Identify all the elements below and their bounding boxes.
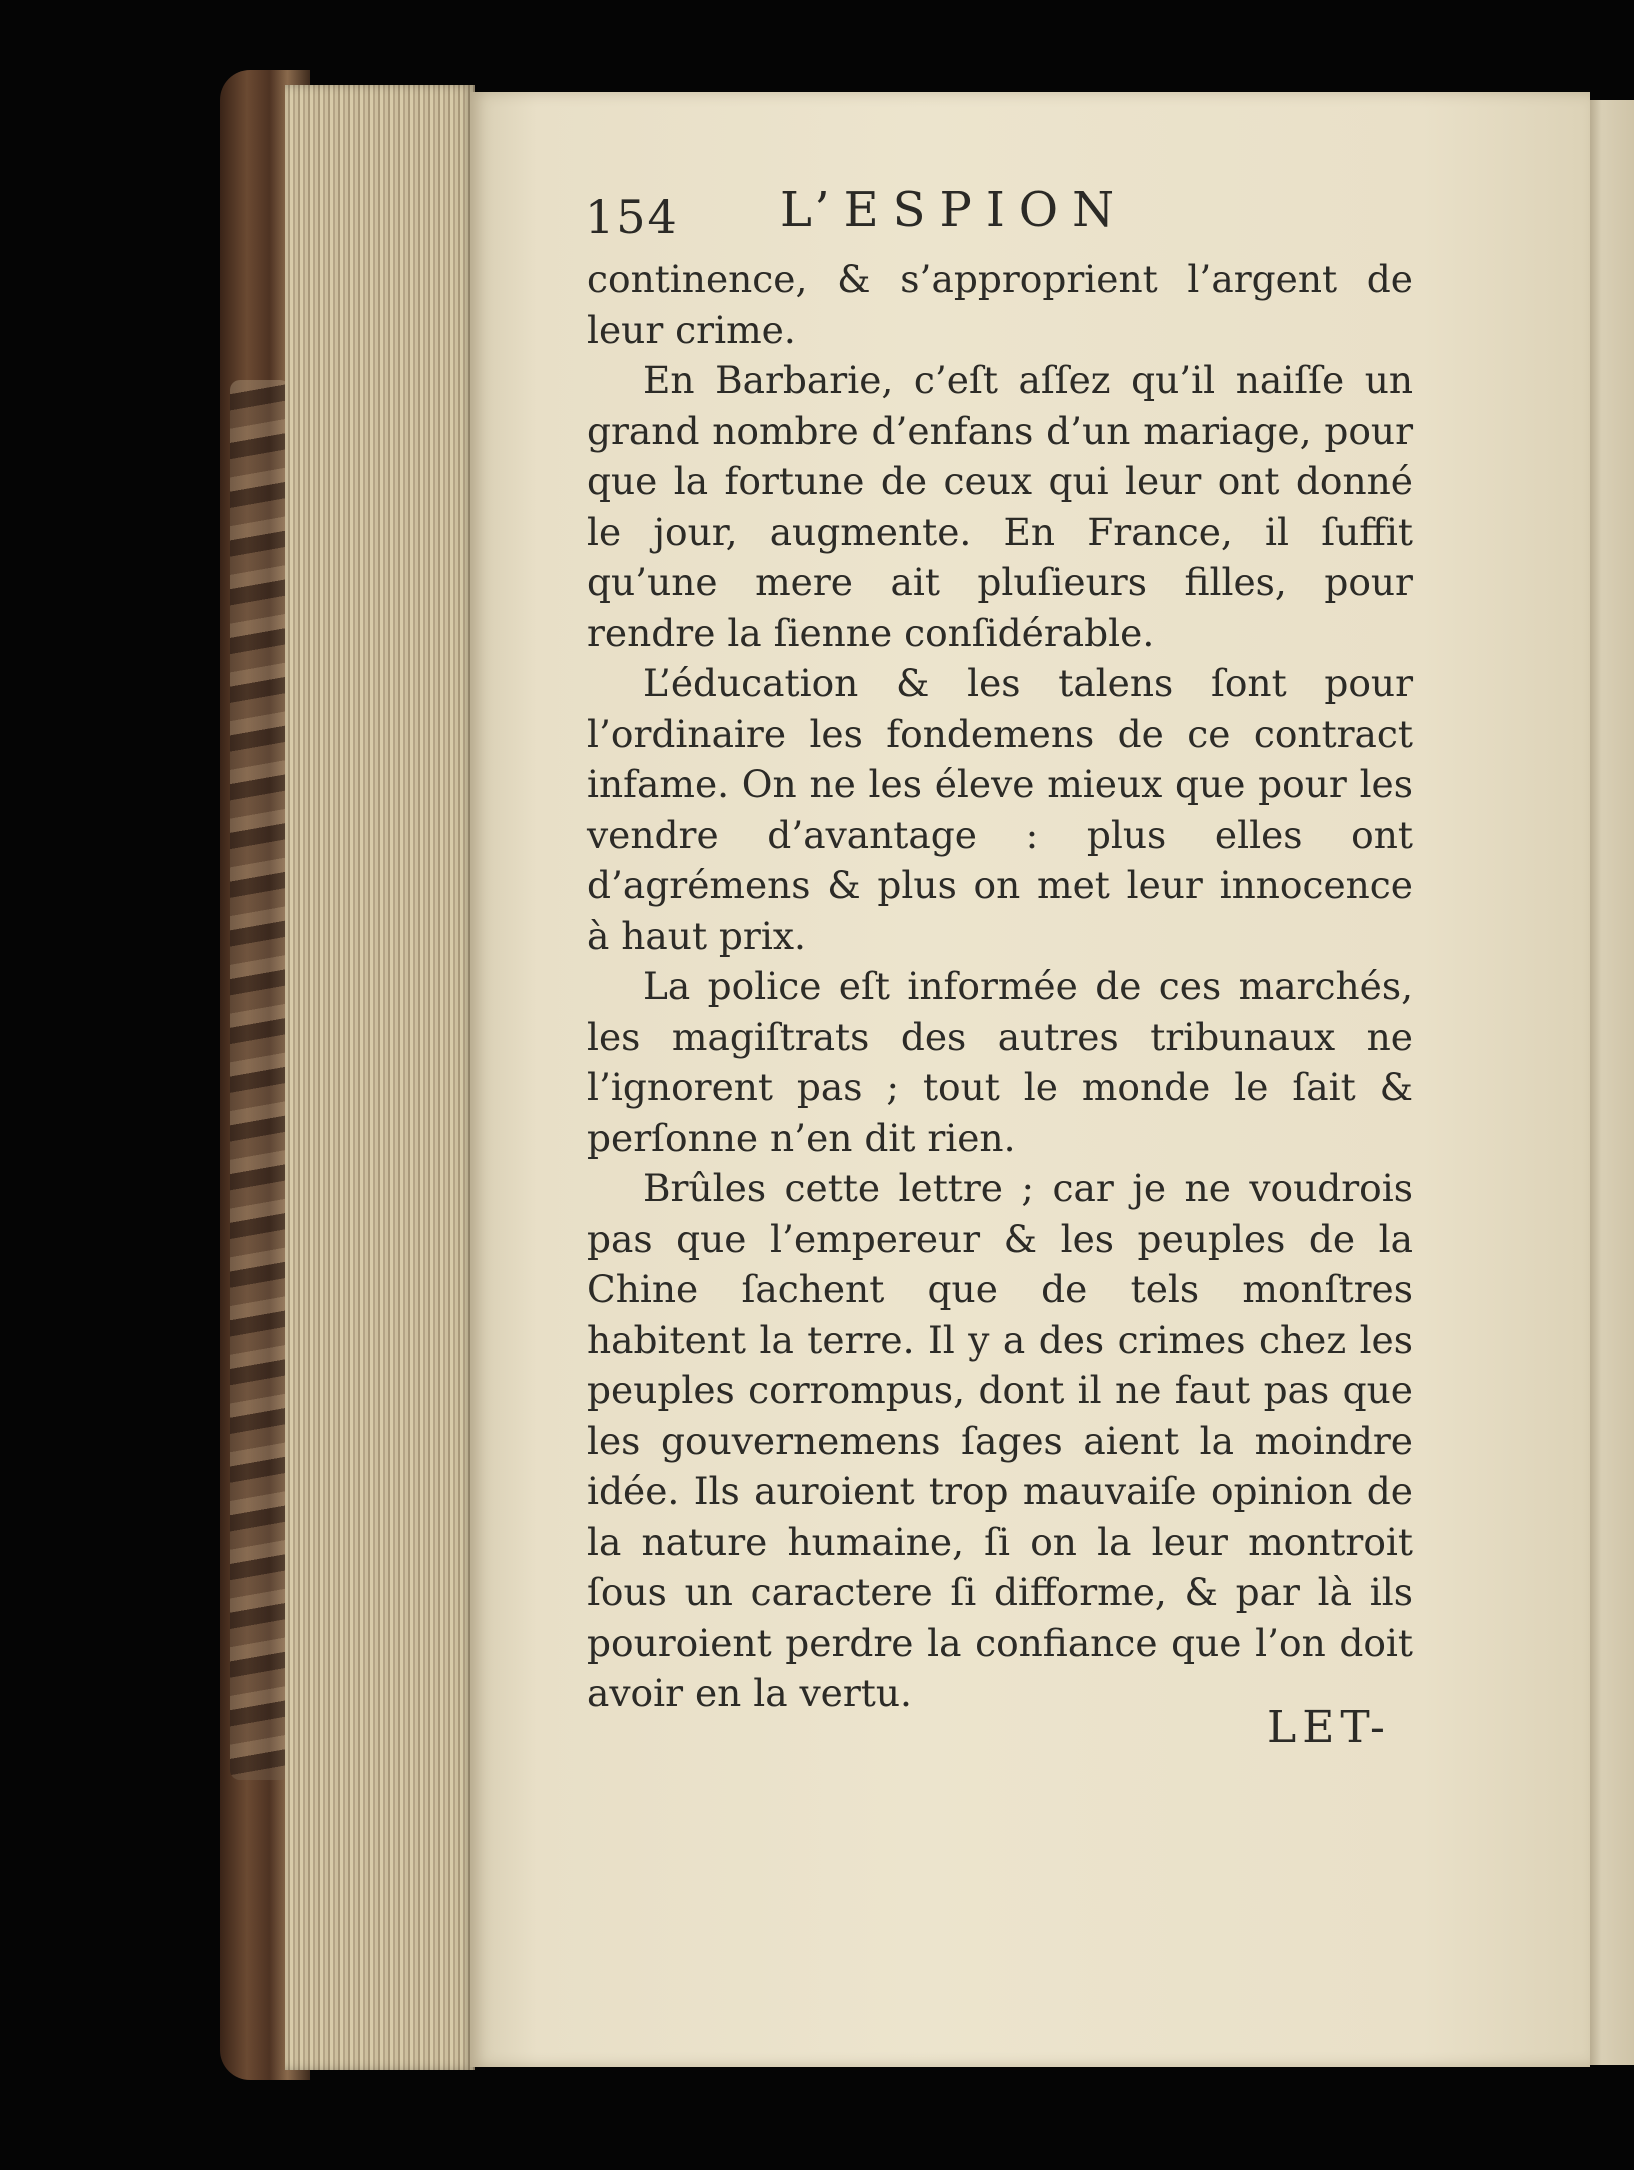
paragraph-continuation: continence, & s’approprient l’argent de leur crime.	[587, 257, 1413, 352]
paragraph-education: L’éducation & les talens ſont pour l’ordinaire les fondemens de ce contract infame. On ne les éleve mieux que pour les vendre d’avantage : plus elles ont d’agrémens & plus on met leur innocence à haut prix.	[587, 661, 1413, 958]
running-head: L’ESPION	[780, 182, 1129, 238]
page-header	[585, 182, 1415, 242]
paragraph-barbarie: En Barbarie, c’eſt aſſez qu’il naiſſe un grand nombre d’enfans d’un mariage, pour que la fortune de ceux qui leur ont donné le jour, augmente. En France, il ſuffit qu’une mere ait pluſieurs filles, pour rendre la ſienne conſidérable.	[587, 358, 1413, 655]
page-number: 154	[585, 190, 679, 244]
page-edges	[285, 85, 475, 2070]
paragraph-brules: Brûles cette lettre ; car je ne voudrois pas que l’empereur & les peuples de la Chine ſachent que de tels monſtres habitent la terre. Il y a des crimes chez les peuples corrompus, dont il ne faut pas que les gouvernemens ſages aient la moindre idée. Ils auroient trop mauvaiſe opinion de la nature humaine, ſi on la leur montroit ſous un caractere ſi difforme, & par là ils pouroient perdre la confiance que l’on doit avoir en la vertu.	[587, 1166, 1413, 1715]
catchword: LET-	[1267, 1702, 1391, 1753]
body-text	[587, 254, 1413, 1719]
paragraph-police: La police eſt informée de ces marchés, les magiſtrats des autres tribunaux ne l’ignorent pas ; tout le monde le ſait & perſonne n’en dit rien.	[587, 964, 1413, 1160]
marbled-cover-pattern	[230, 380, 290, 1780]
